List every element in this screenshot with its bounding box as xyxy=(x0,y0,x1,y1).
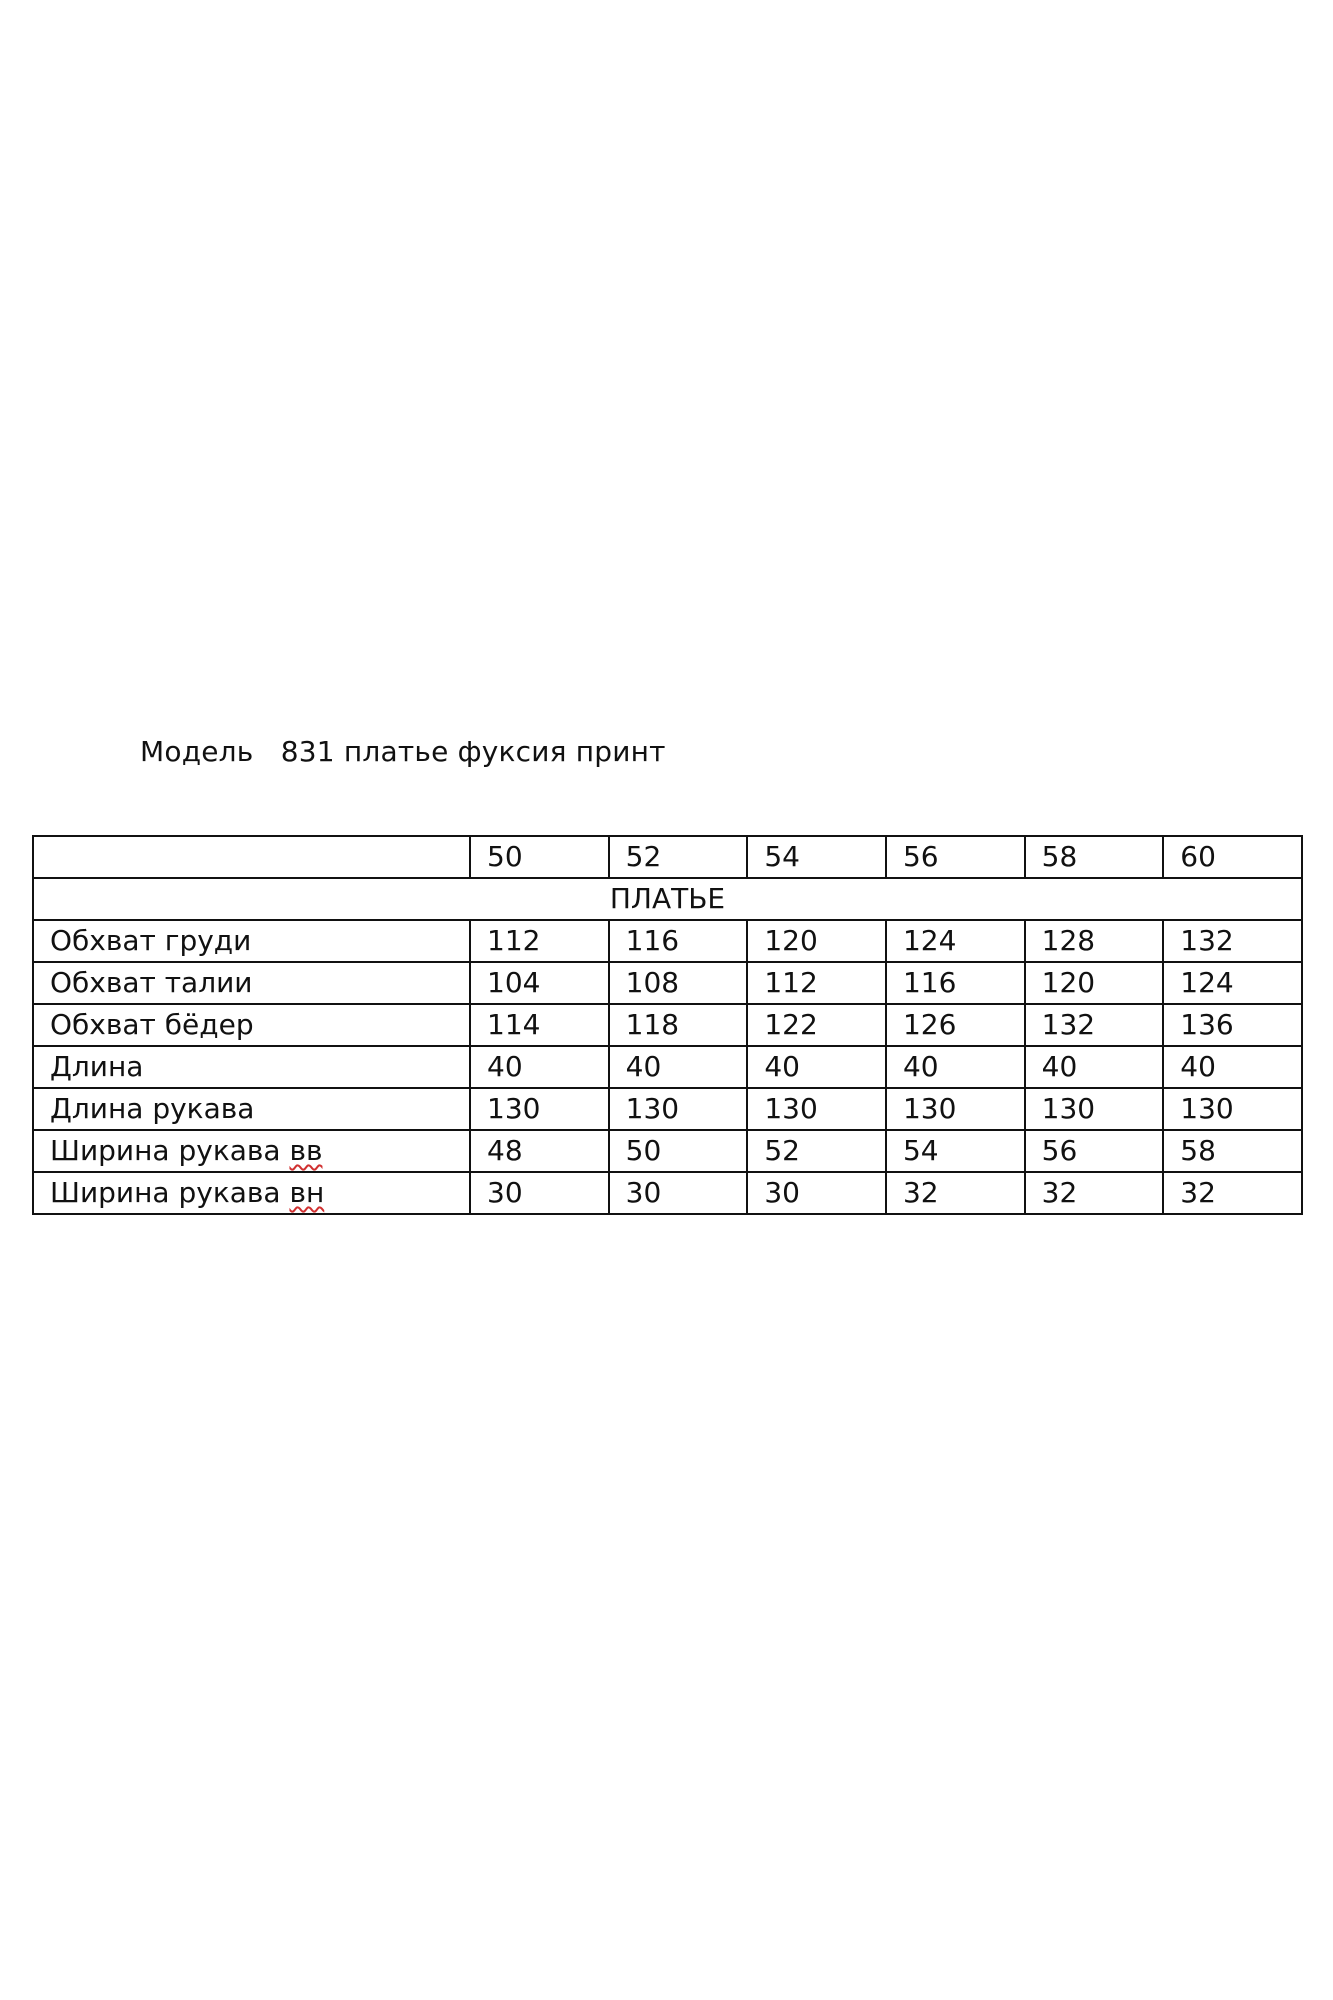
measurement-cell: 112 xyxy=(747,962,886,1004)
measurement-cell: 124 xyxy=(886,920,1025,962)
table-row xyxy=(33,962,1302,1004)
measurement-cell: 32 xyxy=(1025,1172,1164,1214)
size-header-cell: 54 xyxy=(747,836,886,878)
row-label xyxy=(33,1172,470,1214)
header-empty-cell xyxy=(33,836,470,878)
measurement-cell: 30 xyxy=(470,1172,609,1214)
size-header-cell: 52 xyxy=(609,836,748,878)
measurement-cell: 112 xyxy=(470,920,609,962)
measurement-cell: 40 xyxy=(609,1046,748,1088)
measurement-cell: 108 xyxy=(609,962,748,1004)
measurement-cell: 40 xyxy=(886,1046,1025,1088)
measurement-cell: 40 xyxy=(470,1046,609,1088)
measurement-cell: 130 xyxy=(747,1088,886,1130)
table-row xyxy=(33,1004,1302,1046)
table-row xyxy=(33,1088,1302,1130)
row-label-main: Ширина рукава xyxy=(50,1176,290,1209)
row-label: Обхват груди xyxy=(33,920,470,962)
measurement-cell: 32 xyxy=(1163,1172,1302,1214)
measurement-cell: 132 xyxy=(1163,920,1302,962)
size-header-cell: 50 xyxy=(470,836,609,878)
measurement-cell: 114 xyxy=(470,1004,609,1046)
row-label: Длина рукава xyxy=(33,1088,470,1130)
measurement-cell: 30 xyxy=(747,1172,886,1214)
measurement-cell: 118 xyxy=(609,1004,748,1046)
measurement-cell: 136 xyxy=(1163,1004,1302,1046)
table-row xyxy=(33,920,1302,962)
measurement-cell: 104 xyxy=(470,962,609,1004)
measurement-cell: 130 xyxy=(886,1088,1025,1130)
measurement-cell: 40 xyxy=(747,1046,886,1088)
measurement-cell: 30 xyxy=(609,1172,748,1214)
measurement-cell: 116 xyxy=(886,962,1025,1004)
document-title: Модель 831 платье фуксия принт xyxy=(140,735,666,768)
measurement-cell: 48 xyxy=(470,1130,609,1172)
measurement-cell: 54 xyxy=(886,1130,1025,1172)
row-label-abbrev: вв xyxy=(289,1134,323,1167)
measurement-cell: 40 xyxy=(1163,1046,1302,1088)
measurement-cell: 130 xyxy=(470,1088,609,1130)
measurement-cell: 130 xyxy=(1163,1088,1302,1130)
measurement-cell: 124 xyxy=(1163,962,1302,1004)
measurement-cell: 56 xyxy=(1025,1130,1164,1172)
measurement-cell: 40 xyxy=(1025,1046,1164,1088)
measurement-cell: 58 xyxy=(1163,1130,1302,1172)
size-header-cell: 56 xyxy=(886,836,1025,878)
size-header-cell: 60 xyxy=(1163,836,1302,878)
size-chart-table xyxy=(32,835,1303,1215)
table-row xyxy=(33,1172,1302,1214)
row-label-abbrev: вн xyxy=(289,1176,325,1209)
measurement-cell: 120 xyxy=(1025,962,1164,1004)
measurement-cell: 126 xyxy=(886,1004,1025,1046)
measurement-cell: 130 xyxy=(1025,1088,1164,1130)
measurement-cell: 32 xyxy=(886,1172,1025,1214)
section-label: ПЛАТЬЕ xyxy=(33,878,1302,920)
row-label xyxy=(33,1130,470,1172)
measurement-cell: 128 xyxy=(1025,920,1164,962)
row-label: Длина xyxy=(33,1046,470,1088)
row-label: Обхват талии xyxy=(33,962,470,1004)
table-row xyxy=(33,1046,1302,1088)
measurement-cell: 120 xyxy=(747,920,886,962)
measurement-cell: 50 xyxy=(609,1130,748,1172)
size-header-cell: 58 xyxy=(1025,836,1164,878)
size-header-row xyxy=(33,836,1302,878)
measurement-cell: 116 xyxy=(609,920,748,962)
measurement-cell: 130 xyxy=(609,1088,748,1130)
section-row xyxy=(33,878,1302,920)
row-label-main: Ширина рукава xyxy=(50,1134,290,1167)
measurement-cell: 122 xyxy=(747,1004,886,1046)
measurement-cell: 52 xyxy=(747,1130,886,1172)
measurement-cell: 132 xyxy=(1025,1004,1164,1046)
table-row xyxy=(33,1130,1302,1172)
row-label: Обхват бёдер xyxy=(33,1004,470,1046)
